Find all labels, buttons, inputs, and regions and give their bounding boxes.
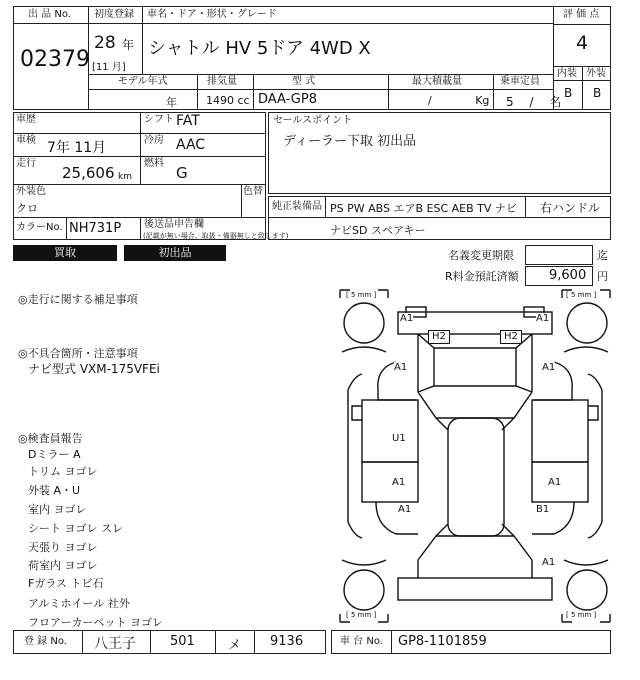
damage-code: A1 <box>542 557 556 568</box>
score-label: 評 価 点 <box>563 9 600 20</box>
year-unit: 年 <box>122 38 135 52</box>
list-item: 室内 ヨゴレ <box>28 503 87 516</box>
divider <box>13 184 266 185</box>
damage-code: A1 <box>548 477 562 488</box>
inspection-label: 車検 <box>16 135 36 146</box>
sales-point-value: ディーラー下取 初出品 <box>283 134 417 149</box>
exterior-grade: B <box>593 86 602 100</box>
color-no-label: カラーNo. <box>16 222 63 233</box>
post-report-note: (記載が無い場合、取扱・備器無しと致します) <box>143 232 289 240</box>
damage-code: A1 <box>400 313 414 324</box>
model-year-label: モデル年式 <box>118 76 168 87</box>
displacement: 1490 cc <box>206 94 250 107</box>
reg-kana: メ <box>228 638 242 653</box>
lot-label: 出 品 No. <box>28 9 71 20</box>
mileage-label: 走行 <box>16 158 36 169</box>
divider <box>253 74 254 110</box>
divider <box>553 24 611 25</box>
ac-value: AAC <box>176 137 206 153</box>
divider <box>82 630 83 654</box>
damage-code: U1 <box>392 433 406 444</box>
first-reg-month: [11 月] <box>92 62 126 73</box>
type-label: 型 式 <box>292 76 316 87</box>
displacement-label: 排気量 <box>207 76 237 87</box>
damage-code: A1 <box>542 362 556 373</box>
tread-value: [ 5 mm ] <box>346 291 377 299</box>
divider <box>66 217 67 240</box>
car-outline <box>336 286 614 626</box>
sales-point-label: セールスポイント <box>273 115 353 126</box>
ext-color-label: 外装色 <box>16 186 46 197</box>
equipment-label: 純正装備品 <box>272 201 322 212</box>
chassis-label: 車 台 No. <box>340 636 383 647</box>
ac-label: 冷房 <box>144 135 164 146</box>
divider <box>553 80 611 81</box>
capacity: 5 / 名 <box>506 95 562 109</box>
first-listing-badge: 初出品 <box>124 245 226 261</box>
name-change-label: 名義変更期限 <box>448 249 514 262</box>
divider <box>88 74 553 75</box>
interior-label: 内装 <box>557 68 577 79</box>
damage-code: H2 <box>500 330 522 344</box>
repaint-label: 色替 <box>243 186 263 197</box>
divider <box>525 196 526 217</box>
divider <box>493 74 494 110</box>
shift-label: シフト <box>144 114 174 125</box>
divider <box>150 630 151 654</box>
model-year-unit: 年 <box>166 96 177 109</box>
divider <box>388 74 389 110</box>
damage-code: A1 <box>392 477 406 488</box>
buy-badge: 買取 <box>13 245 117 261</box>
damage-code: A1 <box>536 313 550 324</box>
post-items-value: ナビSD スペアキー <box>330 224 426 237</box>
tread-value: [ 5 mm ] <box>566 611 597 619</box>
first-reg-label: 初度登録 <box>94 9 134 20</box>
reg-label: 登 録 No. <box>24 636 67 647</box>
divider <box>140 112 141 184</box>
tread-value: [ 5 mm ] <box>566 291 597 299</box>
list-item: Dミラー A <box>28 448 81 461</box>
fuel-value: G <box>176 164 188 182</box>
divider <box>268 217 611 218</box>
tread-value: [ 5 mm ] <box>346 611 377 619</box>
capacity-label: 乗車定員 <box>500 76 540 87</box>
fuel-label: 燃料 <box>144 158 164 169</box>
lot-number: 02379 <box>20 47 90 72</box>
mileage-unit: km <box>118 172 132 182</box>
chassis-value: GP8-1101859 <box>398 634 487 649</box>
reg-class: 501 <box>170 634 195 649</box>
defect-line: ナビ型式 VXM-175VFEi <box>28 362 160 376</box>
list-item: 天張り ヨゴレ <box>28 541 98 554</box>
defect-notes-title: ◎不具合箇所・注意事項 <box>18 347 138 360</box>
divider <box>582 66 583 110</box>
divider <box>13 23 88 24</box>
list-item: フロアーカーペット ヨゴレ <box>28 616 163 629</box>
score: 4 <box>576 32 589 54</box>
driving-notes-title: ◎走行に関する補足事項 <box>18 293 138 306</box>
first-reg-year: 28 <box>94 33 116 53</box>
name-change-box <box>525 245 593 265</box>
divider <box>197 74 198 110</box>
color-no-value: NH731P <box>69 221 122 236</box>
damage-code: H2 <box>428 330 450 344</box>
divider <box>142 6 143 74</box>
recycle-label: R料金預託済額 <box>445 270 519 283</box>
recycle-unit: 円 <box>597 270 608 283</box>
interior-grade: B <box>564 86 573 100</box>
max-load: / Kg <box>428 94 490 107</box>
history-label: 車歴 <box>16 114 36 125</box>
list-item: トリム ヨゴレ <box>28 465 98 478</box>
type-value: DAA-GP8 <box>258 92 317 107</box>
divider <box>391 630 392 654</box>
reg-office: 八王子 <box>94 636 136 652</box>
list-item: 外装 A・U <box>28 484 81 497</box>
inspection-value: 7年 11月 <box>47 140 107 156</box>
divider <box>13 133 266 134</box>
divider <box>215 630 216 654</box>
post-report-label: 後送品申告欄 <box>144 219 204 230</box>
recycle-amount: 9,600 <box>549 268 587 283</box>
car-name: シャトル HV 5ドア 4WD X <box>148 38 371 59</box>
list-item: 荷室内 ヨゴレ <box>28 559 98 572</box>
ext-color-value: クロ <box>16 202 38 215</box>
shift-value: FAT <box>176 113 200 129</box>
divider <box>254 630 255 654</box>
damage-code: B1 <box>536 504 550 515</box>
car-name-label: 車名・ドア・形状・グレード <box>147 9 277 20</box>
list-item: アルミホイール 社外 <box>28 597 130 610</box>
name-change-suffix: 迄 <box>597 249 608 262</box>
inspector-title: ◎検査員報告 <box>18 432 83 445</box>
divider <box>88 89 553 90</box>
list-item: Fガラス トビ石 <box>28 577 104 590</box>
exterior-label: 外装 <box>586 68 606 79</box>
equipment-value: PS PW ABS エアB ESC AEB TV ナビ <box>330 202 517 215</box>
max-load-label: 最大積載量 <box>412 76 462 87</box>
damage-code: A1 <box>398 504 412 515</box>
divider <box>140 217 141 240</box>
divider <box>88 23 553 24</box>
list-item: シート ヨゴレ スレ <box>28 522 123 535</box>
divider <box>241 184 242 217</box>
mileage-value: 25,606 <box>62 164 115 182</box>
reg-number: 9136 <box>270 634 304 649</box>
car-diagram <box>336 286 614 626</box>
damage-code: A1 <box>394 362 408 373</box>
divider <box>325 196 326 217</box>
handle-value: 右ハンドル <box>540 201 601 215</box>
